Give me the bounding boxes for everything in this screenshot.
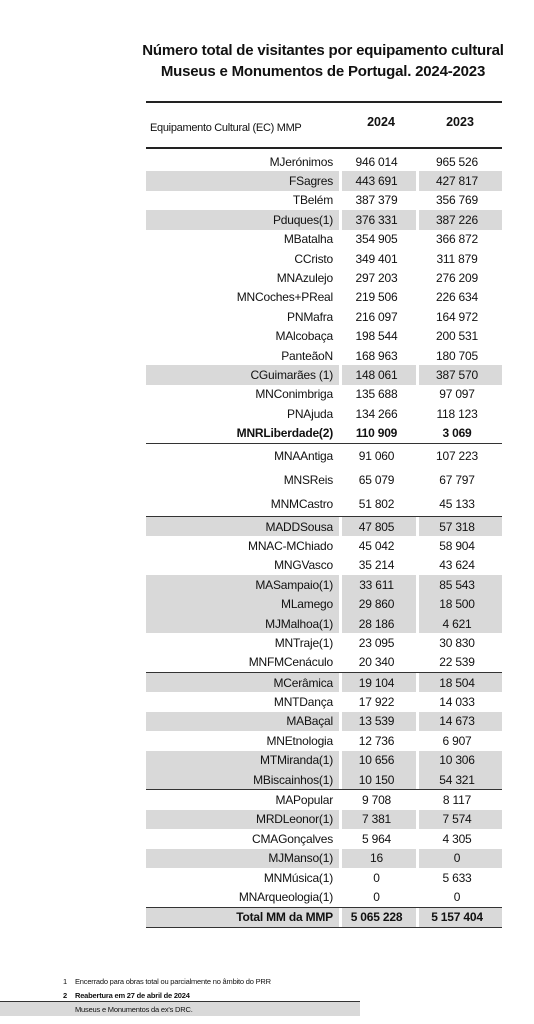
row-name: Pduques(1) — [272, 212, 333, 227]
row-value-2023: 4 621 — [442, 616, 472, 631]
table-row — [146, 443, 502, 468]
row-name: PNAjuda — [287, 406, 333, 421]
row-value-2023: 311 879 — [436, 251, 478, 266]
row-value-2023: 8 117 — [442, 793, 472, 808]
row-value-2023: 965 526 — [436, 154, 478, 169]
row-name: MBiscainhos(1) — [253, 772, 333, 787]
data-table — [146, 152, 502, 928]
row-value-2024: 5 065 228 — [350, 910, 403, 925]
table-row — [146, 288, 502, 307]
cell-separator — [416, 575, 419, 594]
row-name: MNConimbriga — [255, 387, 333, 402]
table-row — [146, 849, 502, 868]
row-name: MAlcobaça — [275, 329, 333, 344]
row-value-2023: 30 830 — [439, 635, 475, 650]
footnote-1 — [63, 977, 271, 986]
row-value-2024: 219 506 — [355, 290, 398, 305]
cell-separator — [339, 908, 342, 927]
row-value-2024: 134 266 — [355, 406, 398, 421]
row-value-2023: 22 539 — [439, 655, 475, 670]
row-value-2023: 0 — [453, 889, 461, 904]
cell-separator — [339, 365, 342, 384]
row-name: CMAGonçalves — [252, 831, 333, 846]
cell-separator — [339, 712, 342, 731]
row-value-2023: 4 305 — [442, 831, 472, 846]
table-row — [146, 868, 502, 887]
row-value-2023: 14 033 — [439, 695, 475, 710]
table-row — [146, 810, 502, 829]
cell-separator — [339, 171, 342, 190]
cell-separator — [339, 770, 342, 789]
row-value-2024: 198 544 — [355, 329, 398, 344]
cell-separator — [339, 594, 342, 613]
row-value-2024: 35 214 — [358, 558, 395, 573]
row-name: PanteãoN — [281, 348, 333, 363]
footnote-1-number: 1 — [63, 977, 67, 986]
cell-separator — [416, 712, 419, 731]
table-row — [146, 516, 502, 536]
row-value-2024: 10 150 — [358, 772, 395, 787]
row-name: Total MM da MMP — [236, 910, 333, 925]
row-value-2024: 65 079 — [358, 472, 395, 487]
row-value-2023: 85 543 — [439, 577, 475, 592]
row-name: MNRLiberdade(2) — [236, 426, 333, 441]
cell-separator — [416, 849, 419, 868]
row-name: MNArqueologia(1) — [238, 889, 333, 904]
row-value-2024: 168 963 — [355, 348, 398, 363]
table-row — [146, 210, 502, 229]
row-value-2023: 118 123 — [436, 406, 478, 421]
cell-separator — [416, 517, 419, 536]
row-value-2024: 91 060 — [358, 448, 395, 463]
row-value-2024: 9 708 — [361, 793, 392, 808]
row-value-2024: 0 — [373, 889, 380, 904]
row-value-2024: 10 656 — [358, 753, 395, 768]
footnote-2 — [63, 991, 190, 1000]
row-value-2024: 23 095 — [358, 635, 395, 650]
row-name: MNMúsica(1) — [263, 870, 333, 885]
title-line-1: Número total de visitantes por equipamento cultural — [142, 42, 504, 59]
cell-separator — [339, 210, 342, 229]
row-name: MTMiranda(1) — [260, 753, 333, 768]
cell-separator — [339, 810, 342, 829]
cell-separator — [416, 673, 419, 692]
row-name: MRDLeonor(1) — [256, 812, 333, 827]
table-row — [146, 672, 502, 692]
row-name: MNAC-MChiado — [248, 538, 333, 553]
row-value-2024: 376 331 — [355, 212, 398, 227]
row-value-2024: 33 611 — [359, 577, 394, 592]
row-value-2024: 354 905 — [355, 232, 398, 247]
row-name: MNTDança — [273, 695, 333, 710]
table-row — [146, 307, 502, 326]
row-value-2024: 946 014 — [355, 154, 398, 169]
row-name: MCerâmica — [273, 675, 333, 690]
source-note: Museus e Monumentos da ex's DRC. — [75, 1005, 193, 1014]
row-value-2023: 356 769 — [436, 193, 478, 208]
row-name: MJMalhoa(1) — [265, 616, 333, 631]
row-value-2024: 443 691 — [355, 174, 398, 189]
row-value-2023: 427 817 — [436, 174, 478, 189]
row-value-2024: 0 — [373, 870, 380, 885]
header-label: Equipamento Cultural (EC) MMP — [150, 122, 302, 134]
table-row — [146, 614, 502, 633]
row-value-2024: 29 860 — [358, 597, 395, 612]
row-name: MNEtnologia — [266, 733, 333, 748]
row-value-2023: 18 504 — [439, 675, 475, 690]
row-value-2023: 226 634 — [436, 290, 478, 305]
table-row — [146, 346, 502, 365]
table-row — [146, 653, 502, 672]
cell-separator — [339, 849, 342, 868]
table-row — [146, 423, 502, 442]
row-value-2023: 200 531 — [436, 329, 478, 344]
row-name: MNAAntiga — [274, 448, 333, 463]
cell-separator — [416, 171, 419, 190]
row-name: PNMafra — [287, 309, 333, 324]
cell-separator — [339, 575, 342, 594]
table-row — [146, 770, 502, 789]
row-value-2023: 3 069 — [442, 426, 472, 441]
row-value-2024: 16 — [370, 851, 383, 866]
row-value-2024: 110 909 — [355, 426, 398, 441]
row-name: MADDSousa — [265, 519, 333, 534]
row-value-2024: 148 061 — [355, 367, 398, 382]
table-row — [146, 468, 502, 492]
row-value-2024: 47 805 — [358, 519, 395, 534]
table-row — [146, 268, 502, 287]
row-value-2023: 276 209 — [436, 271, 478, 286]
row-value-2024: 19 104 — [358, 675, 395, 690]
cell-separator — [416, 594, 419, 613]
table-row — [146, 731, 502, 750]
cell-separator — [339, 614, 342, 633]
table-title — [0, 40, 534, 82]
row-value-2023: 10 306 — [439, 753, 475, 768]
row-value-2023: 97 097 — [439, 387, 475, 402]
row-value-2024: 17 922 — [358, 695, 395, 710]
row-value-2023: 387 570 — [436, 367, 478, 382]
header-year-2023: 2023 — [446, 115, 474, 129]
row-name: MASampaio(1) — [255, 577, 333, 592]
table-row — [146, 712, 502, 731]
row-value-2024: 349 401 — [355, 251, 398, 266]
table-row — [146, 492, 502, 516]
table-row — [146, 556, 502, 575]
row-value-2024: 12 736 — [358, 733, 395, 748]
cell-separator — [339, 673, 342, 692]
footnote-2-text: Reabertura em 27 de abril de 2024 — [75, 991, 190, 1000]
row-value-2024: 135 688 — [355, 387, 398, 402]
row-value-2023: 366 872 — [436, 232, 478, 247]
cell-separator — [416, 365, 419, 384]
row-value-2024: 7 381 — [361, 812, 392, 827]
row-value-2023: 5 157 404 — [431, 910, 483, 925]
row-name: FSagres — [289, 174, 333, 189]
row-value-2023: 57 318 — [439, 519, 475, 534]
row-value-2023: 67 797 — [439, 472, 475, 487]
row-value-2024: 13 539 — [358, 714, 395, 729]
row-value-2023: 180 705 — [436, 348, 478, 363]
table-row — [146, 385, 502, 404]
cell-separator — [416, 770, 419, 789]
table-row — [146, 230, 502, 249]
row-value-2023: 14 673 — [439, 714, 475, 729]
row-name: CGuimarães (1) — [250, 367, 333, 382]
table-row — [146, 633, 502, 652]
table-row — [146, 789, 502, 809]
row-value-2023: 0 — [453, 851, 461, 866]
cell-separator — [339, 751, 342, 770]
row-value-2024: 297 203 — [355, 271, 398, 286]
cell-separator — [416, 810, 419, 829]
table-row — [146, 404, 502, 423]
table-row — [146, 171, 502, 190]
table-row — [146, 249, 502, 268]
row-value-2023: 5 633 — [442, 870, 472, 885]
row-name: TBelém — [292, 193, 333, 208]
footnote-2-number: 2 — [63, 991, 67, 1000]
row-name: MBatalha — [283, 232, 333, 247]
cell-separator — [416, 908, 419, 927]
header-year-2024: 2024 — [367, 115, 395, 129]
header-rule — [146, 147, 502, 149]
table-row — [146, 692, 502, 711]
row-value-2024: 45 042 — [358, 538, 395, 553]
row-name: MNFMCenáculo — [248, 655, 333, 670]
row-value-2024: 5 964 — [361, 831, 392, 846]
row-value-2024: 216 097 — [355, 309, 398, 324]
row-value-2024: 51 802 — [358, 496, 395, 511]
table-row — [146, 907, 502, 928]
row-name: MNGVasco — [274, 558, 333, 573]
row-value-2023: 164 972 — [436, 309, 478, 324]
top-rule — [146, 101, 502, 103]
row-value-2023: 45 133 — [439, 496, 475, 511]
row-value-2023: 387 226 — [436, 212, 478, 227]
row-name: MLamego — [281, 597, 333, 612]
table-row — [146, 327, 502, 346]
row-name: MABaçal — [286, 714, 333, 729]
row-name: MNSReis — [283, 472, 333, 487]
table-row — [146, 191, 502, 210]
row-value-2023: 58 904 — [439, 538, 475, 553]
row-value-2024: 387 379 — [355, 193, 398, 208]
table-row — [146, 152, 502, 171]
footnote-1-text: Encerrado para obras total ou parcialmente no âmbito do PRR — [75, 977, 271, 986]
row-name: MNCoches+PReal — [236, 290, 333, 305]
table-row — [146, 887, 502, 906]
table-row — [146, 536, 502, 555]
table-row — [146, 829, 502, 848]
cell-separator — [416, 751, 419, 770]
table-row — [146, 751, 502, 770]
row-name: MAPopular — [275, 793, 333, 808]
row-value-2024: 28 186 — [358, 616, 395, 631]
cell-separator — [416, 210, 419, 229]
table-row — [146, 594, 502, 613]
table-row — [146, 365, 502, 384]
row-value-2023: 43 624 — [439, 558, 475, 573]
row-value-2023: 7 574 — [442, 812, 472, 827]
row-name: MJManso(1) — [268, 851, 333, 866]
row-value-2024: 20 340 — [358, 655, 395, 670]
title-line-2: Museus e Monumentos de Portugal. 2024-2023 — [160, 63, 486, 80]
row-name: MNMCastro — [270, 496, 333, 511]
table-row — [146, 575, 502, 594]
row-name: MJerónimos — [269, 154, 333, 169]
row-name: MNAzulejo — [276, 271, 333, 286]
row-value-2023: 107 223 — [436, 448, 478, 463]
row-name: CCristo — [294, 251, 333, 266]
row-value-2023: 54 321 — [439, 772, 475, 787]
row-value-2023: 18 500 — [439, 597, 475, 612]
row-name: MNTraje(1) — [274, 635, 333, 650]
cell-separator — [339, 517, 342, 536]
row-value-2023: 6 907 — [442, 733, 472, 748]
cell-separator — [416, 614, 419, 633]
